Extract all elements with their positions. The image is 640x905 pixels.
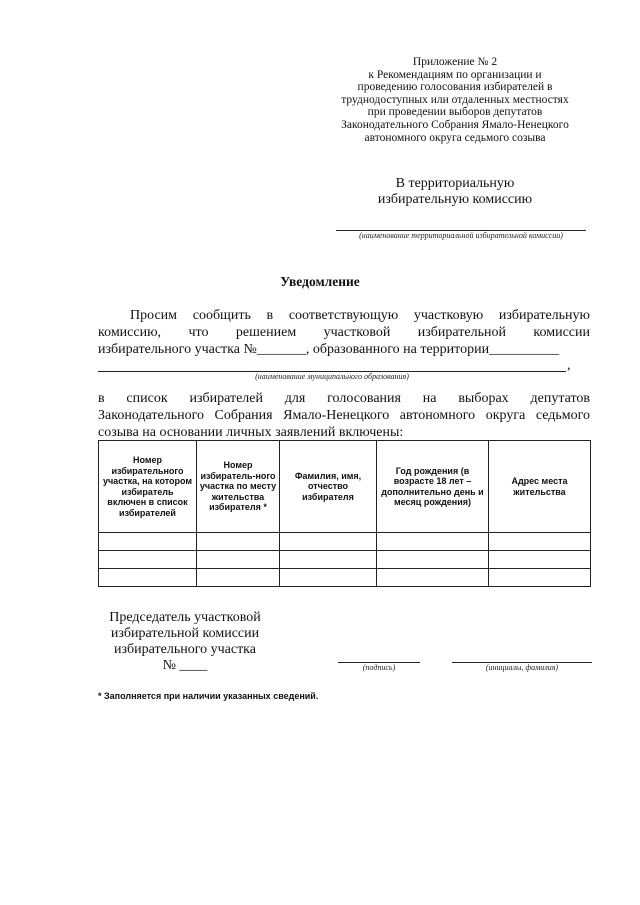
table-cell[interactable] xyxy=(280,569,377,587)
commission-name-caption: (наименование территориальной избирательной комиссии) xyxy=(359,231,563,240)
table-row xyxy=(99,533,591,551)
appendix-line: труднодоступных или отдаленных местностях xyxy=(341,93,569,106)
table-cell[interactable] xyxy=(280,533,377,551)
column-header: Фамилия, имя, отчество избирателя xyxy=(280,441,377,533)
table-cell[interactable] xyxy=(99,569,197,587)
table-cell[interactable] xyxy=(489,551,591,569)
signature-line: избирательной комиссии xyxy=(110,626,260,641)
municipality-caption: (наименование муниципального образования) xyxy=(255,372,409,381)
table-cell[interactable] xyxy=(377,551,489,569)
voters-table xyxy=(98,440,591,587)
body-line: созыва на основании личных заявлений включены: xyxy=(98,425,404,440)
table-cell[interactable] xyxy=(197,569,280,587)
table-cell[interactable] xyxy=(99,533,197,551)
body-line: в список избирателей для голосования на выборах депутатов xyxy=(98,391,590,406)
table-cell[interactable] xyxy=(197,551,280,569)
initials-caption: (инициалы, фамилия) xyxy=(485,663,559,672)
appendix-line: автономного округа седьмого созыва xyxy=(364,131,546,144)
column-header: Номер избиратель-ного участка по месту жительства избирателя * xyxy=(197,441,280,533)
body-comma: , xyxy=(567,358,571,373)
table-cell[interactable] xyxy=(99,551,197,569)
signature-line: избирательного участка xyxy=(114,642,256,657)
table-cell[interactable] xyxy=(377,533,489,551)
body-line: избирательного участка №_______, образованного на территории__________ xyxy=(98,342,560,357)
column-header: Номер избирательного участка, на котором избиратель включен в список избирателей xyxy=(99,441,197,533)
signature-line: № ____ xyxy=(162,658,208,673)
addressee-line: избирательную комиссию xyxy=(377,192,533,207)
table-row xyxy=(99,551,591,569)
appendix-line: проведению голосования избирателей в xyxy=(357,81,553,94)
table-cell[interactable] xyxy=(489,533,591,551)
table-cell[interactable] xyxy=(280,551,377,569)
appendix-header xyxy=(300,56,610,144)
document-title: Уведомление xyxy=(280,274,360,289)
column-header: Год рождения (в возрасте 18 лет – дополнительно день и месяц рождения) xyxy=(377,441,489,533)
table-header-row xyxy=(99,441,591,533)
chairman-signature-block xyxy=(100,610,270,674)
appendix-line: Законодательного Собрания Ямало-Ненецкого xyxy=(341,118,569,131)
table-row xyxy=(99,569,591,587)
addressee-line: В территориальную xyxy=(395,176,515,191)
body-line: Законодательного Собрания Ямало-Ненецкого автономного округа седьмого xyxy=(98,408,590,423)
table-cell[interactable] xyxy=(377,569,489,587)
appendix-line: Приложение № 2 xyxy=(412,56,498,68)
body-line: комиссию, что решением участковой избирательной комиссии xyxy=(98,325,590,340)
appendix-line: при проведении выборов депутатов xyxy=(367,106,543,119)
signature-caption: (подпись) xyxy=(362,663,396,672)
appendix-line: к Рекомендациям по организации и xyxy=(368,68,542,81)
footnote: * Заполняется при наличии указанных сведений. xyxy=(98,691,319,701)
column-header: Адрес места жительства xyxy=(489,441,591,533)
signature-line: Председатель участковой xyxy=(109,610,261,625)
addressee xyxy=(360,176,550,208)
body-line: Просим сообщить в соответствующую участковую избирательную xyxy=(130,308,590,323)
table-cell[interactable] xyxy=(489,569,591,587)
table-cell[interactable] xyxy=(197,533,280,551)
